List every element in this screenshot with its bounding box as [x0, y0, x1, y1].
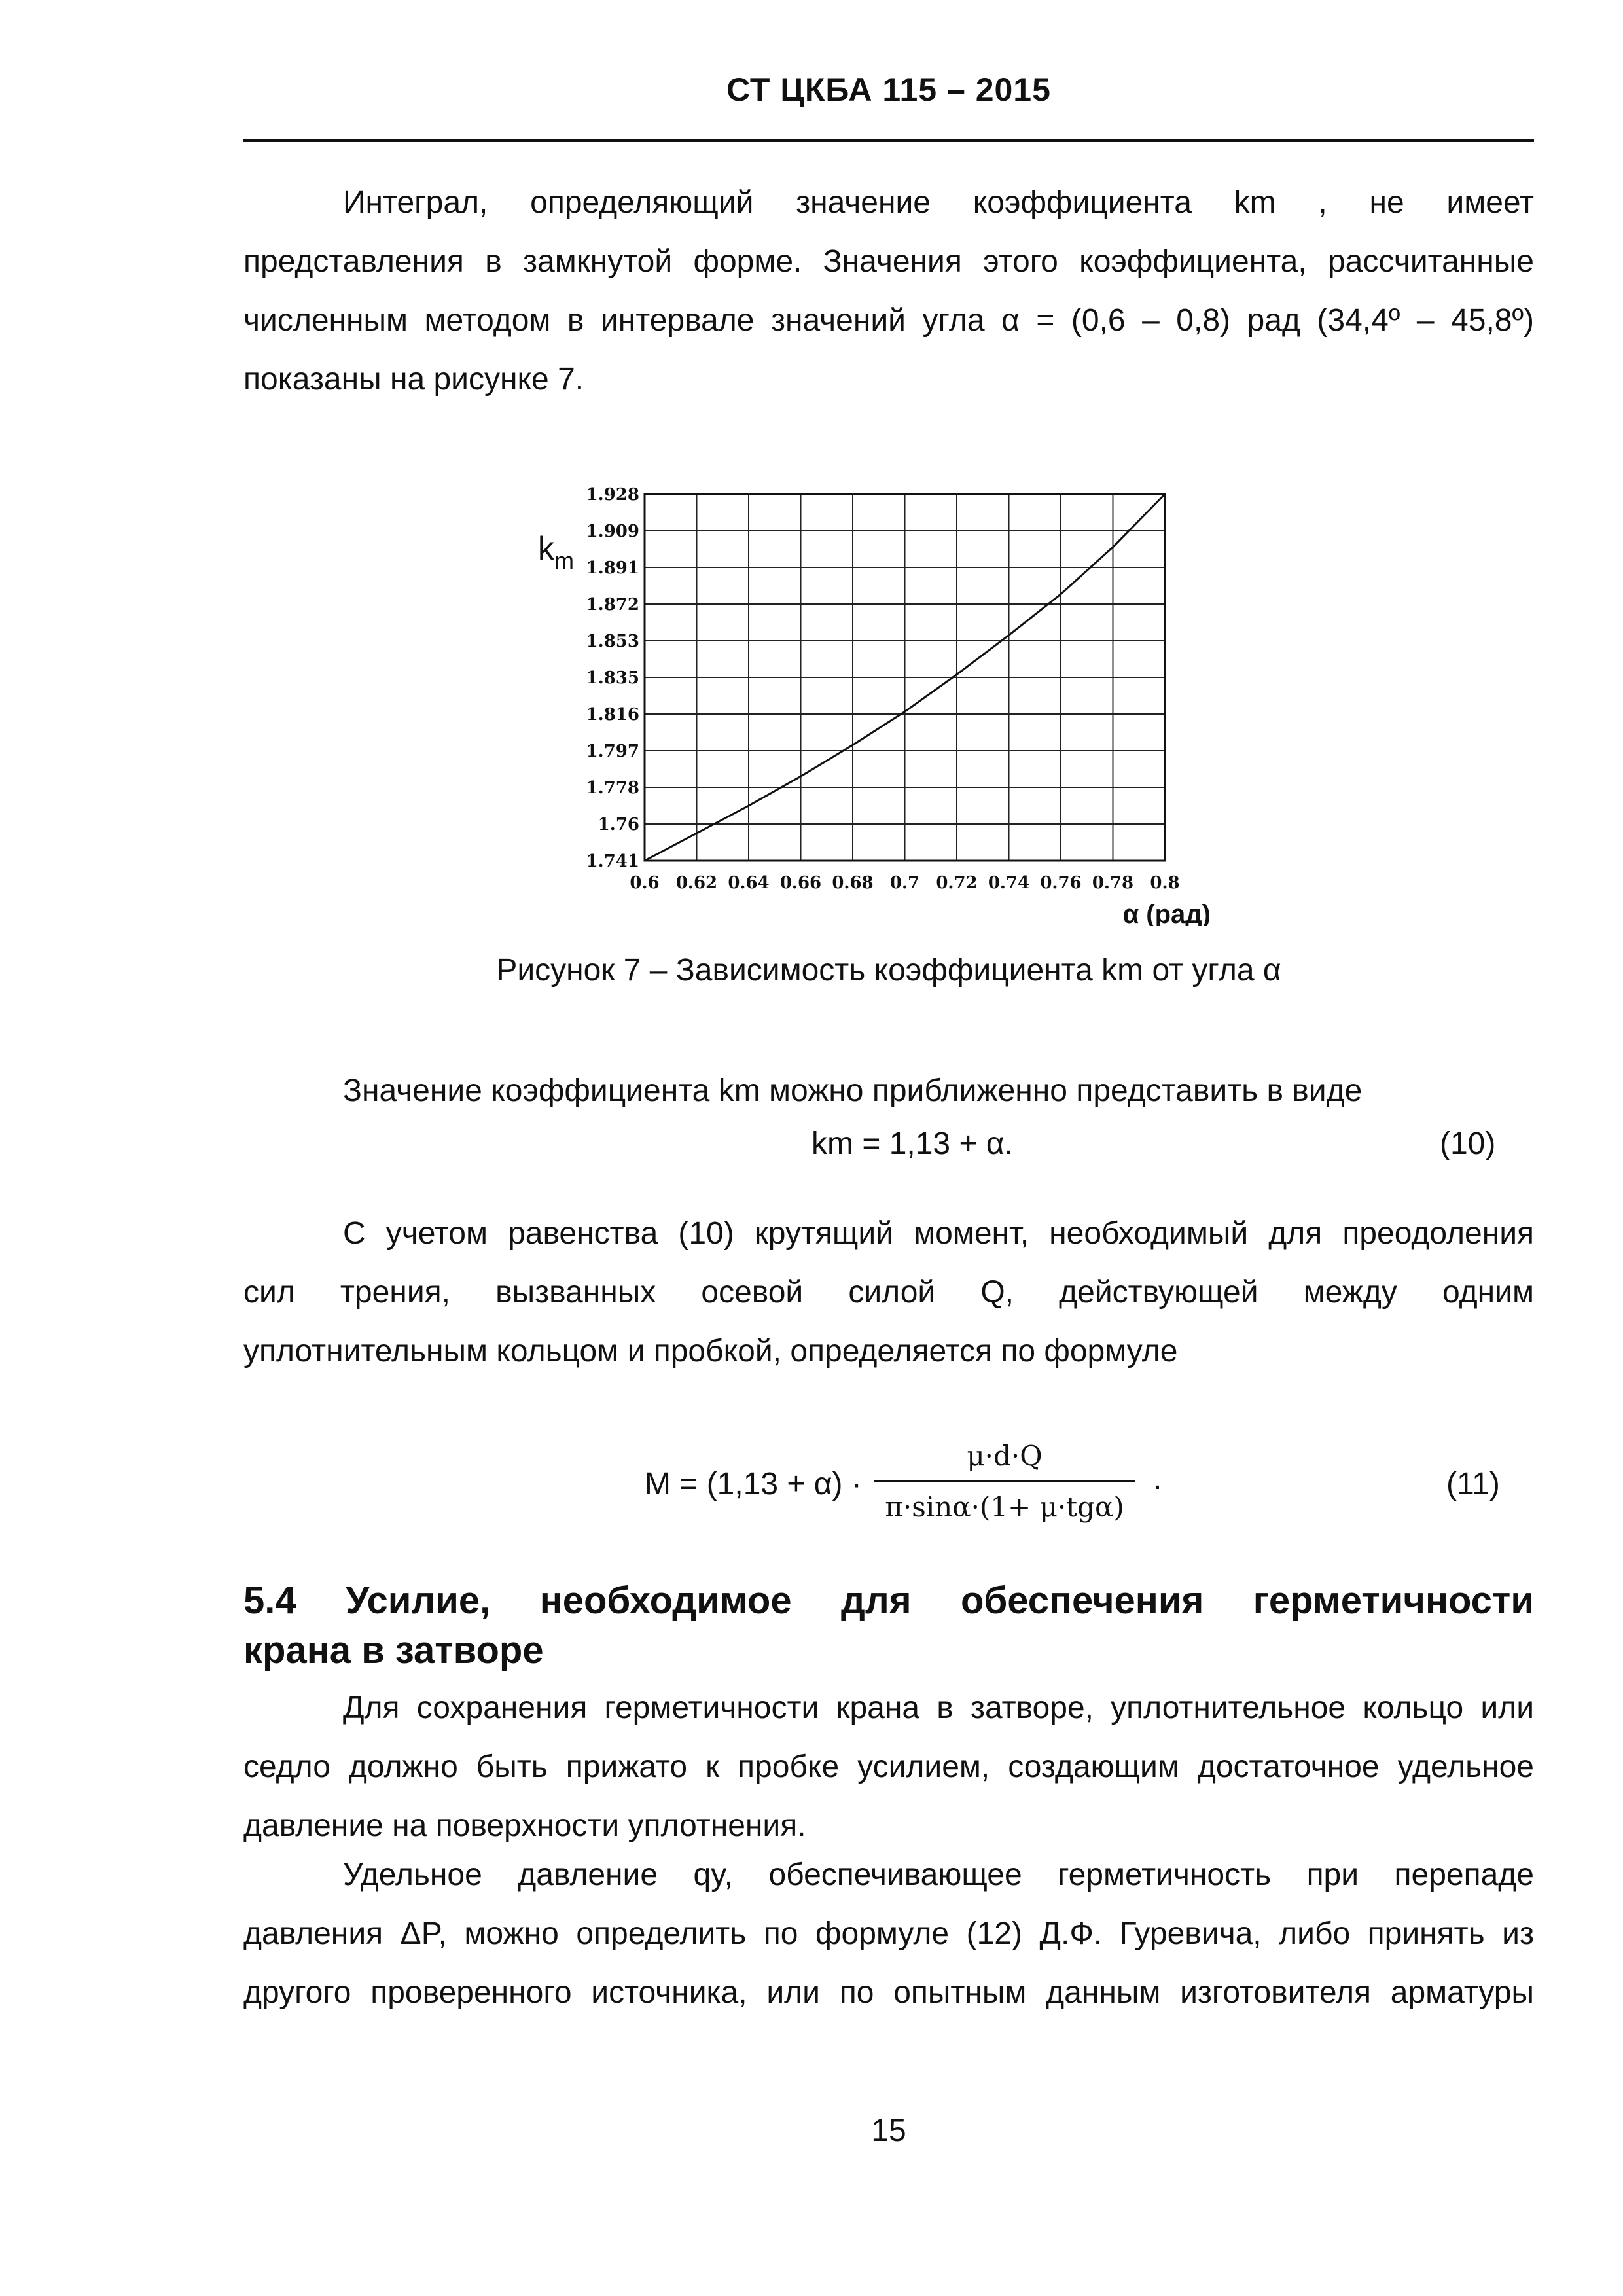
paragraph-line: другого проверенного источника, или по опытным данным изготовителя арматуры	[243, 1975, 1534, 2010]
x-tick-label: 0.78	[1092, 873, 1134, 893]
x-tick-label: 0.76	[1040, 873, 1082, 893]
formula-11-fraction	[861, 1440, 1149, 1538]
x-tick-label: 0.8	[1150, 873, 1180, 893]
chart-svg	[524, 475, 1230, 926]
page-number: 15	[871, 2113, 906, 2148]
data-point	[1164, 493, 1166, 495]
data-point	[1060, 594, 1061, 595]
section-heading	[243, 1576, 1534, 1676]
x-tick-label: 0.66	[779, 873, 822, 893]
data-point	[644, 860, 645, 861]
paragraph-line: представления в замкнутой форме. Значения этого коэффициента, рассчитанные	[243, 244, 1534, 279]
y-tick-label: 1.741	[586, 852, 639, 871]
data-point	[852, 744, 853, 745]
x-tick-label: 0.72	[936, 873, 978, 893]
header-rule	[243, 139, 1534, 142]
paragraph-line: сил трения, вызванных осевой силой Q, действующей между одним	[243, 1275, 1534, 1310]
paragraph-line: Для сохранения герметичности крана в затворе, уплотнительное кольцо или	[343, 1691, 1534, 1725]
y-tick-label: 1.853	[586, 632, 639, 651]
document-header: СТ ЦКБА 115 – 2015	[726, 71, 1051, 108]
paragraph-line: седло должно быть прижато к пробке усилием, создающим достаточное удельное	[243, 1749, 1534, 1784]
equation-number-10: (10)	[1440, 1126, 1496, 1161]
figure-caption: Рисунок 7 – Зависимость коэффициента km от угла α	[496, 953, 1281, 988]
x-tick-label: 0.7	[889, 873, 920, 893]
y-axis-label-subscript: m	[554, 547, 574, 574]
y-tick-label: 1.928	[586, 485, 639, 505]
paragraph-line: давление на поверхности уплотнения.	[243, 1808, 806, 1843]
y-tick-label: 1.797	[586, 742, 639, 761]
paragraph-1	[243, 173, 1534, 409]
fraction-numerator: μ·d·Q	[967, 1440, 1043, 1472]
paragraph-line: Удельное давление qy, обеспечивающее герметичность при перепаде	[343, 1857, 1534, 1892]
data-point	[800, 776, 801, 777]
paragraph-line: С учетом равенства (10) крутящий момент, необходимый для преодоления	[343, 1216, 1534, 1251]
x-tick-label: 0.62	[675, 873, 718, 893]
y-tick-label: 1.778	[586, 778, 639, 798]
fraction-bar	[874, 1480, 1135, 1482]
y-tick-label: 1.891	[586, 558, 639, 578]
paragraph-4	[243, 1679, 1534, 1856]
y-axis-label: $k_m$	[538, 530, 574, 574]
km-alpha-chart	[524, 475, 1230, 926]
data-point	[956, 673, 957, 675]
paragraph-5	[243, 1846, 1534, 2022]
paragraph-line: показаны на рисунке 7.	[243, 362, 584, 397]
fraction-denominator: π·sinα·(1+ μ·tgα)	[885, 1491, 1124, 1523]
paragraph-line: численным методом в интервале значений угла α = (0,6 – 0,8) рад (34,4º – 45,8º)	[243, 303, 1534, 338]
data-point	[904, 711, 905, 712]
x-axis-label: α (рад)	[1122, 900, 1211, 926]
y-tick-label: 1.835	[586, 668, 639, 688]
y-tick-label: 1.76	[597, 815, 639, 834]
paragraph-line: Интеграл, определяющий значение коэффициента km , не имеет	[343, 185, 1534, 220]
data-point	[1112, 547, 1113, 548]
x-tick-label: 0.74	[988, 873, 1030, 893]
paragraph-3	[243, 1204, 1534, 1381]
y-tick-label: 1.909	[586, 522, 639, 541]
y-tick-label: 1.816	[586, 705, 639, 725]
equation-number-11: (11)	[1446, 1467, 1500, 1501]
data-point	[748, 805, 749, 806]
x-tick-label: 0.64	[728, 873, 770, 893]
section-heading-line: крана в затворе	[243, 1629, 544, 1672]
x-tick-label: 0.6	[630, 873, 660, 893]
paragraph-line: давления ΔP, можно определить по формуле (12) Д.Ф. Гуревича, либо принять из	[243, 1916, 1534, 1951]
paragraph-line: уплотнительным кольцом и пробкой, определяется по формуле	[243, 1334, 1178, 1369]
x-tick-label: 0.68	[832, 873, 874, 893]
formula-11-lhs: M = (1,13 + α) ·	[645, 1467, 862, 1501]
paragraph-2: Значение коэффициента km можно приближенно представить в виде	[343, 1073, 1363, 1108]
y-tick-label: 1.872	[586, 595, 639, 615]
data-point	[696, 833, 697, 834]
data-point	[1008, 634, 1009, 636]
section-heading-line: 5.4 Усилие, необходимое для обеспечения герметичности	[243, 1579, 1534, 1622]
formula-11-tail: .	[1153, 1462, 1162, 1496]
formula-10: km = 1,13 + α.	[812, 1126, 1013, 1161]
